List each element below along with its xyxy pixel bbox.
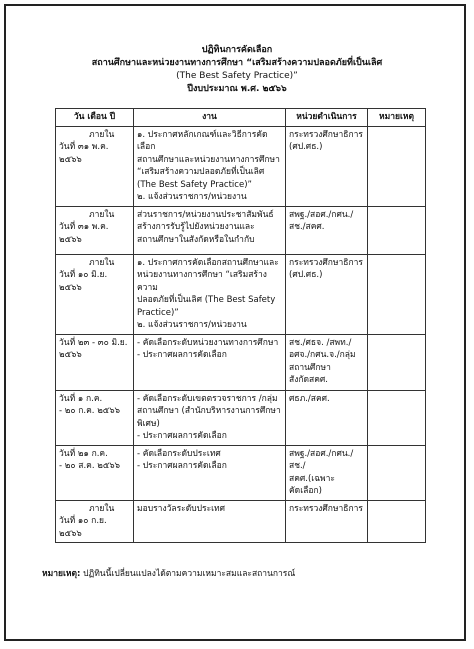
agency-cell-line: ศธภ./สคศ.: [289, 393, 330, 404]
agency-cell: [286, 445, 368, 500]
column-header-agency: หน่วยดำเนินการ: [286, 109, 368, 127]
agency-cell: [286, 334, 368, 390]
work-cell: [134, 334, 286, 390]
remark-cell: [368, 500, 426, 543]
work-cell-line: (The Best Safety Practice)”: [137, 179, 252, 190]
remark-cell: [368, 126, 426, 206]
agency-cell-line: สถานศึกษา: [289, 362, 331, 373]
date-cell: [56, 206, 134, 254]
agency-cell-line: คัดเลือก): [289, 486, 322, 496]
work-cell: [134, 206, 286, 254]
work-cell-line: มอบรางวัลระดับประเทศ: [137, 503, 226, 514]
table-row: [56, 254, 426, 334]
work-cell: [134, 445, 286, 500]
work-cell-line: สถานศึกษาในสังกัดหรือในกำกับ: [137, 234, 255, 245]
table-row: [56, 390, 426, 445]
date-cell-line: วันที่ ๒๑ ก.ค.: [59, 448, 108, 459]
column-header-work: งาน: [134, 109, 286, 127]
document-header: [0, 44, 474, 96]
date-cell: [56, 445, 134, 500]
work-cell-line: Practice)”: [137, 307, 179, 318]
date-cell-line: ภายใน: [89, 257, 115, 268]
date-cell-line: ภายใน: [89, 129, 115, 140]
agency-cell-line: สช./ศธจ. /สพท./: [289, 337, 352, 348]
agency-cell-line: กระทรวงศึกษาธิการ: [289, 129, 363, 140]
agency-cell: [286, 126, 368, 206]
table-row: [56, 126, 426, 206]
work-cell-line: - ประกาศผลการคัดเลือก: [137, 431, 227, 441]
date-cell-line: วันที่ ๓๑ พ.ค. ๒๕๖๖: [59, 142, 109, 165]
agency-cell-line: สังกัดสคศ.: [289, 375, 328, 385]
date-cell-line: วันที่ ๓๑ พ.ค. ๒๕๖๖: [59, 222, 109, 245]
work-cell-line: - ประกาศผลการคัดเลือก: [137, 461, 227, 471]
agency-cell: [286, 206, 368, 254]
agency-cell: [286, 500, 368, 543]
date-cell-line: วันที่ ๑๐ ก.ย. ๒๕๖๖: [59, 516, 107, 539]
work-cell-line: ๒. แจ้งส่วนราชการ/หน่วยงาน: [137, 320, 247, 330]
work-cell-line: - ประกาศผลการคัดเลือก: [137, 350, 227, 360]
header-subtitle-english: (The Best Safety Practice)”: [176, 71, 298, 81]
footnote: [42, 568, 295, 580]
work-cell: [134, 500, 286, 543]
remark-cell: [368, 206, 426, 254]
date-cell: [56, 254, 134, 334]
work-cell: [134, 390, 286, 445]
date-cell: [56, 500, 134, 543]
table-row: [56, 445, 426, 500]
remark-cell: [368, 254, 426, 334]
work-cell-line: ๒. แจ้งส่วนราชการ/หน่วยงาน: [137, 192, 247, 202]
work-cell: [134, 254, 286, 334]
work-cell-line: ส่วนราชการ/หน่วยงานประชาสัมพันธ์: [137, 209, 274, 220]
table-row: [56, 500, 426, 543]
work-cell-line: สร้างการรับรู้ไปยังหน่วยงานและ: [137, 222, 255, 232]
agency-cell: [286, 254, 368, 334]
table-header-row: [56, 109, 426, 127]
date-cell-line: ภายใน: [89, 503, 115, 514]
agency-cell-line: สคศ.(เฉพาะ: [289, 473, 335, 484]
work-cell-line: - คัดเลือกระดับหน่วยงานทางการศึกษา: [137, 337, 279, 348]
date-cell: [56, 334, 134, 390]
date-cell-line: ภายใน: [89, 209, 115, 220]
work-cell-line: ปลอดภัยที่เป็นเลิศ (The Best Safety: [137, 295, 276, 305]
agency-cell-line: สช./: [289, 461, 306, 471]
table-row: [56, 334, 426, 390]
date-cell: [56, 390, 134, 445]
column-header-remark: หมายเหตุ: [368, 109, 426, 127]
agency-cell-line: สช./สคศ.: [289, 222, 325, 232]
date-cell-line: วันที่ ๑๐ มิ.ย. ๒๕๖๖: [59, 270, 108, 293]
work-cell-line: หน่วยงานทางการศึกษา “เสริมสร้างความ: [137, 270, 267, 293]
header-title: ปฏิทินการคัดเลือก: [201, 45, 273, 55]
date-cell-line: - ๒๐ ส.ค. ๒๕๖๖: [59, 461, 121, 471]
remark-cell: [368, 390, 426, 445]
table-row: [56, 206, 426, 254]
agency-cell-line: สพฐ./สอศ./กศน./: [289, 448, 354, 459]
agency-cell-line: กระทรวงศึกษาธิการ: [289, 503, 363, 514]
agency-cell-line: สพฐ./สอศ./กศน./: [289, 209, 354, 220]
header-fiscal-year: ปีงบประมาณ พ.ศ. ๒๕๖๖: [187, 84, 287, 94]
work-cell-line: - คัดเลือกระดับเขตตรวจราชการ /กลุ่ม: [137, 393, 278, 404]
date-cell-line: วันที่ ๑ ก.ค.: [59, 393, 103, 404]
work-cell-line: สถานศึกษา (สำนักบริหารงานการศึกษาพิเศษ): [137, 406, 281, 429]
date-cell-line: ๒๕๖๖: [59, 350, 82, 360]
agency-cell: [286, 390, 368, 445]
footnote-label: หมายเหตุ:: [42, 569, 81, 579]
remark-cell: [368, 334, 426, 390]
remark-cell: [368, 445, 426, 500]
footnote-text: ปฏิทินนี้เปลี่ยนแปลงได้ตามความเหมาะสมและสถานการณ์: [83, 569, 296, 579]
work-cell-line: ๑. ประกาศหลักเกณฑ์และวิธีการคัดเลือก: [137, 129, 268, 152]
agency-cell-line: (ศป.ศธ.): [289, 142, 323, 152]
header-subtitle: สถานศึกษาและหน่วยงานทางการศึกษา “เสริมสร้างความปลอดภัยที่เป็นเลิศ: [91, 58, 383, 68]
agency-cell-line: กระทรวงศึกษาธิการ: [289, 257, 363, 268]
agency-cell-line: อศจ./กศน.จ./กลุ่ม: [289, 350, 356, 360]
date-cell-line: วันที่ ๒๓ - ๓๐ มิ.ย.: [59, 337, 128, 348]
agency-cell-line: (ศป.ศธ.): [289, 270, 323, 280]
date-cell-line: - ๒๐ ก.ค. ๒๕๖๖: [59, 406, 121, 416]
work-cell-line: สถานศึกษาและหน่วยงานทางการศึกษา: [137, 154, 280, 165]
work-cell-line: - คัดเลือกระดับประเทศ: [137, 448, 221, 459]
work-cell-line: “เสริมสร้างความปลอดภัยที่เป็นเลิศ: [137, 167, 265, 177]
column-header-date: วัน เดือน ปี: [56, 109, 134, 127]
work-cell: [134, 126, 286, 206]
work-cell-line: ๑. ประกาศการคัดเลือกสถานศึกษาและ: [137, 257, 279, 268]
schedule-table: [55, 108, 426, 543]
date-cell: [56, 126, 134, 206]
